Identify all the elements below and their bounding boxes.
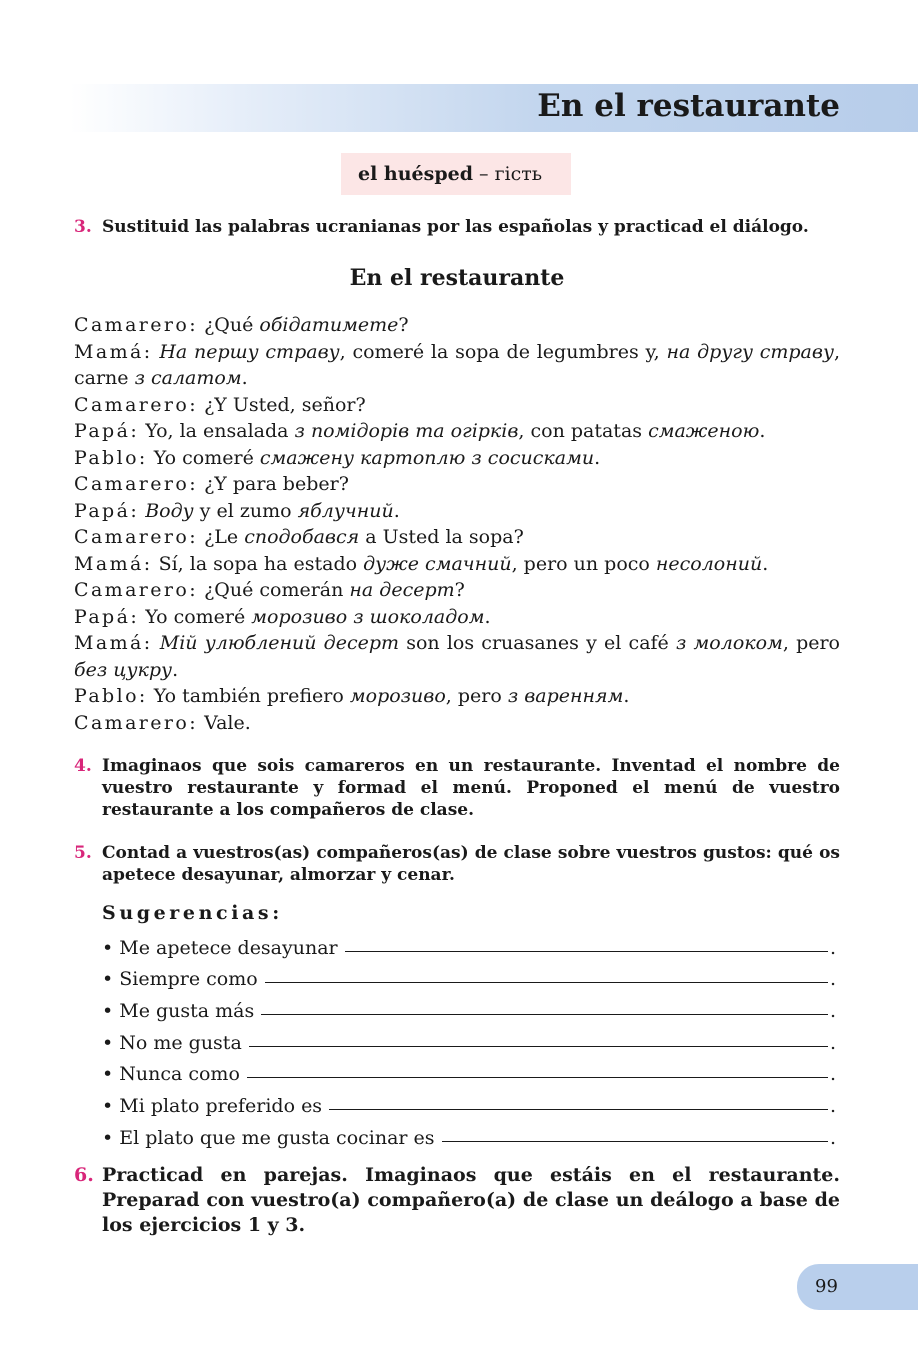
ukrainian-phrase: на другу страву [666,340,834,363]
vocabulary-box [341,153,571,195]
dialogue-text: , carne [74,340,841,389]
dialogue-text: son los cruasanes y el café [399,632,676,654]
ukrainian-phrase: Воду [145,499,194,522]
speaker-name: Pablo: [74,446,148,469]
exercise-number: 5. [74,843,92,863]
speaker-name: Papá: [74,420,140,442]
suggestion-text: Me gusta más [119,1000,255,1023]
bullet: • [102,1063,120,1086]
dialogue-text: , pero [445,685,508,707]
dialogue-text: . [759,420,766,442]
dialogue-text: Sí, la sopa ha estado [152,552,364,575]
dialogue-text: , pero un poco [511,552,656,575]
answer-line [345,951,828,952]
dialogue-line [74,710,840,737]
answer-line [265,982,828,983]
dialogue-text: , comeré la sopa de legumbres y, [339,340,667,363]
dialogue-text: . [241,367,248,389]
exercise-instruction: Sustituid las palabras ucranianas por las españolas y practicad el diálogo. [102,217,809,237]
ukrainian-phrase: з варенням [507,685,624,707]
exercise-5 [74,842,840,886]
suggestion-text: El plato que me gusta cocinar es [119,1126,435,1149]
exercise-number: 4. [74,756,92,776]
suggestion-text: Mi plato preferido es [119,1095,323,1118]
dialogue-line [74,577,840,604]
bullet: • [102,1126,120,1149]
speaker-name: Papá: [74,605,140,628]
dialogue-text: . [484,605,491,628]
dialogue-text: . [594,446,601,469]
period: . [829,968,836,991]
dialogue-line [74,312,840,339]
answer-line [329,1109,828,1110]
ukrainian-phrase: дуже смачний [363,552,512,575]
exercise-number: 6. [74,1164,94,1186]
answer-line [261,1014,828,1015]
period: . [829,1063,836,1086]
dialogue-line [74,445,840,472]
dialogue-text: ¿Y para beber? [198,473,349,495]
dialogue-line [74,498,840,525]
vocab-translation: гість [494,163,543,185]
dialogue [74,312,840,736]
page-title: En el restaurante [537,88,840,124]
ukrainian-phrase: смажену картоплю з сосисками [259,446,595,469]
suggestion-item [102,1085,836,1117]
ukrainian-phrase: несолоний [655,552,763,575]
ukrainian-phrase: обідатимете [259,314,399,336]
ukrainian-phrase: без цукру [74,658,173,681]
ukrainian-phrase: На першу страву [159,340,340,363]
suggestion-item [102,959,836,991]
suggestions-list [102,927,836,1149]
dialogue-text: ? [398,314,409,336]
dialogue-text: ¿Qué comerán [198,579,350,601]
ukrainian-phrase: з молоком [676,632,783,654]
dialogue-text: , pero [782,632,840,654]
dialogue-line [74,418,840,445]
ukrainian-phrase: яблучний [297,499,394,522]
dialogue-text: Yo, la ensalada [139,420,295,442]
suggestion-text: Me apetece desayunar [119,936,338,959]
page-number: 99 [797,1264,918,1310]
suggestion-text: No me gusta [119,1031,242,1054]
bullet: • [102,1000,120,1023]
dialogue-line [74,630,840,683]
speaker-name: Mamá: [74,632,153,654]
answer-line [249,1046,828,1047]
bullet: • [102,1031,120,1054]
suggestion-item [102,927,836,959]
ukrainian-phrase: Мій улюблений десерт [159,632,400,654]
dialogue-text: y el zumo [193,499,298,522]
period: . [829,936,836,959]
vocab-term: el huésped [358,163,473,185]
speaker-name: Papá: [74,499,140,522]
exercise-number: 3. [74,217,92,237]
dialogue-text: , con patatas [518,420,649,442]
dialogue-text: Vale. [198,711,251,734]
answer-line [442,1141,828,1142]
speaker-name: Camarero: [74,711,199,734]
suggestions-title: Sugerencias: [102,902,283,924]
suggestion-item [102,990,836,1022]
dialogue-text: ¿Qué [198,314,260,336]
dialogue-text: Yo comeré [139,605,252,628]
suggestion-item [102,1117,836,1149]
ukrainian-phrase: морозиво [349,685,446,707]
speaker-name: Mamá: [74,552,153,575]
suggestion-item [102,1054,836,1086]
dialogue-text [153,632,160,654]
dialogue-text: ¿Le [198,526,245,548]
dialogue-line [74,683,840,710]
dialogue-text: . [762,552,769,575]
dialogue-line [74,551,840,578]
ukrainian-phrase: з помідорів та огірків [294,420,519,442]
speaker-name: Mamá: [74,340,153,363]
period: . [829,1126,836,1149]
bullet: • [102,936,120,959]
dialogue-line [74,392,840,419]
speaker-name: Pablo: [74,685,148,707]
vocab-dash: – [479,163,489,185]
speaker-name: Camarero: [74,473,199,495]
speaker-name: Camarero: [74,314,199,336]
dialogue-text: Yo también prefiero [147,685,350,707]
bullet: • [102,968,120,991]
suggestion-text: Siempre como [119,968,258,991]
dialogue-text: . [623,685,630,707]
speaker-name: Camarero: [74,393,199,416]
exercise-6 [74,1163,840,1238]
ukrainian-phrase: смаженою [648,420,760,442]
exercise-instruction: Contad a vuestros(as) compañeros(as) de clase sobre vuestros gustos: qué os apetece desayunar, almorzar y cenar. [102,843,840,885]
dialogue-title: En el restaurante [349,265,565,291]
period: . [829,1031,836,1054]
speaker-name: Camarero: [74,579,199,601]
ukrainian-phrase: сподобався [244,526,360,548]
dialogue-line [74,524,840,551]
ukrainian-phrase: морозиво з шоколадом [251,605,485,628]
suggestion-item [102,1022,836,1054]
period: . [829,1000,836,1023]
dialogue-text: Yo comeré [147,446,260,469]
exercise-instruction: Practicad en parejas. Imaginaos que estáis en el restaurante. Preparad con vuestro(a) compañero(a) de clase un deálogo a base de los ejercicios 1 y 3. [102,1164,840,1236]
exercise-3 [74,216,840,238]
dialogue-line [74,604,840,631]
speaker-name: Camarero: [74,526,199,548]
exercise-4 [74,755,840,821]
period: . [829,1095,836,1118]
answer-line [247,1077,828,1078]
dialogue-text: ? [454,579,465,601]
dialogue-line [74,339,840,392]
dialogue-text: a Usted la sopa? [359,526,524,548]
exercise-instruction: Imaginaos que sois camareros en un restaurante. Inventad el nombre de vuestro restaurante y formad el menú. Proponed el menú de vuestro restaurante a los compañeros de clase. [102,756,840,820]
dialogue-text: ¿Y Usted, señor? [198,393,366,416]
dialogue-line [74,471,840,498]
ukrainian-phrase: з салатом [134,367,242,389]
dialogue-text: . [393,499,400,522]
bullet: • [102,1095,120,1118]
ukrainian-phrase: на десерт [349,579,455,601]
suggestion-text: Nunca como [119,1063,240,1086]
dialogue-text: . [172,658,179,681]
